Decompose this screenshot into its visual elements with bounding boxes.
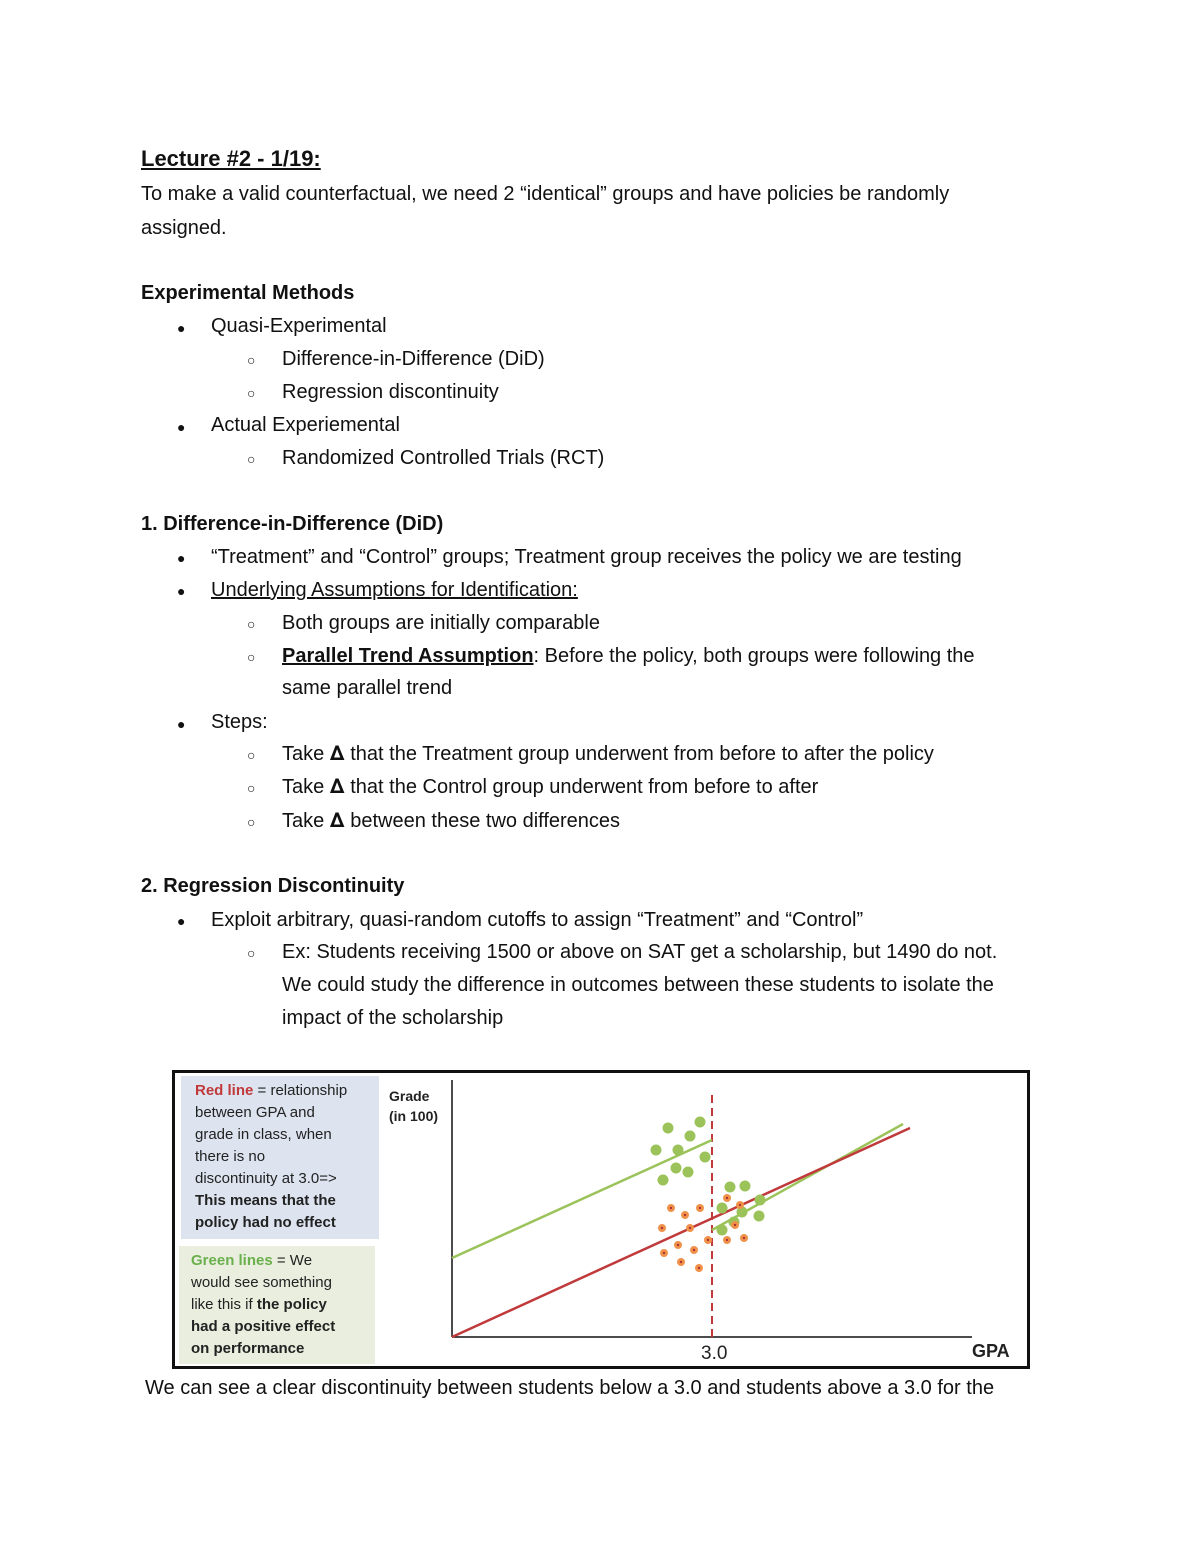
y-label-line: (in 100): [389, 1108, 439, 1124]
legend-text: on performance: [191, 1340, 305, 1357]
red-line: [452, 1128, 910, 1337]
orange-dot-center: [707, 1239, 709, 1241]
legend-text: like this if: [191, 1296, 257, 1313]
green-dot: [663, 1123, 674, 1134]
did-parallel-trend: [282, 645, 975, 668]
orange-dot-center: [670, 1207, 672, 1209]
circle-bullet-icon: ○: [247, 616, 256, 632]
green-line-legend: [179, 1246, 375, 1364]
intro-line-1: To make a valid counterfactual, we need 2 “identical” groups and have policies be randomly: [141, 183, 950, 205]
did-comparable: Both groups are initially comparable: [282, 612, 600, 634]
orange-dot-center: [726, 1197, 728, 1199]
circle-bullet-icon: ○: [247, 780, 256, 796]
rd-heading: 2. Regression Discontinuity: [141, 875, 405, 897]
parallel-trend-term: Parallel Trend Assumption: [282, 645, 534, 667]
orange-dot-center: [661, 1227, 663, 1229]
bullet-icon: ●: [177, 320, 186, 336]
method-quasi: Quasi-Experimental: [211, 315, 387, 337]
orange-dot-center: [677, 1244, 679, 1246]
circle-bullet-icon: ○: [247, 451, 256, 467]
rd-example-3: impact of the scholarship: [282, 1007, 504, 1029]
legend-text: policy had no effect: [195, 1214, 336, 1231]
y-axis-label: [389, 1086, 438, 1126]
circle-bullet-icon: ○: [247, 352, 256, 368]
green-dot: [740, 1181, 751, 1192]
orange-dot-center: [734, 1224, 736, 1226]
legend-text: = We: [276, 1252, 313, 1269]
circle-bullet-icon: ○: [247, 385, 256, 401]
intro-line-2: assigned.: [141, 217, 227, 239]
step-1: Take 𝚫 that the Treatment group underwent from before to after the policy: [282, 743, 934, 765]
y-label-line: Grade: [389, 1088, 430, 1104]
orange-dot-center: [699, 1207, 701, 1209]
rd-cutoffs: Exploit arbitrary, quasi-random cutoffs to assign “Treatment” and “Control”: [211, 909, 864, 931]
green-dot: [717, 1203, 728, 1214]
green-dot: [685, 1131, 696, 1142]
orange-dot-center: [698, 1267, 700, 1269]
did-groups: “Treatment” and “Control” groups; Treatment group receives the policy we are testing: [211, 546, 962, 568]
circle-bullet-icon: ○: [247, 747, 256, 763]
green-dot: [695, 1117, 706, 1128]
bullet-icon: ●: [177, 419, 186, 435]
orange-dot-center: [680, 1261, 682, 1263]
circle-bullet-icon: ○: [247, 814, 256, 830]
regression-discontinuity-figure: [172, 1070, 1030, 1369]
orange-dot-center: [684, 1214, 686, 1216]
did-assumptions: Underlying Assumptions for Identification:: [211, 579, 578, 601]
circle-bullet-icon: ○: [247, 649, 256, 665]
green-dot: [700, 1152, 711, 1163]
green-dot: [755, 1195, 766, 1206]
red-line-legend: [181, 1076, 379, 1239]
orange-dot-center: [739, 1204, 741, 1206]
figure-caption: We can see a clear discontinuity between students below a 3.0 and students above a 3.0 for the: [145, 1377, 995, 1399]
rd-example-1: Ex: Students receiving 1500 or above on SAT get a scholarship, but 1490 do not.: [282, 941, 998, 963]
legend-text: grade in class, when: [195, 1126, 332, 1143]
legend-text: between GPA and: [195, 1104, 315, 1121]
step-2: Take 𝚫 that the Control group underwent from before to after: [282, 776, 819, 798]
legend-text: = relationship: [257, 1082, 348, 1099]
green-dot: [754, 1211, 765, 1222]
orange-dot-center: [663, 1252, 665, 1254]
legend-text: the policy: [256, 1296, 327, 1313]
method-rct: Randomized Controlled Trials (RCT): [282, 447, 605, 469]
bullet-icon: ●: [177, 583, 186, 599]
methods-heading: Experimental Methods: [141, 282, 355, 304]
rd-example-2: We could study the difference in outcomes between these students to isolate the: [282, 974, 994, 996]
bullet-icon: ●: [177, 550, 186, 566]
red-line-label: Red line: [195, 1082, 254, 1099]
green-line-upper: [452, 1140, 712, 1258]
legend-text: there is no: [195, 1148, 266, 1165]
bullet-icon: ●: [177, 913, 186, 929]
green-dot: [658, 1175, 669, 1186]
green-dot: [683, 1167, 694, 1178]
green-lines-label: Green lines: [191, 1252, 273, 1269]
orange-dot-center: [743, 1237, 745, 1239]
orange-dot-center: [689, 1227, 691, 1229]
orange-dot-center: [693, 1249, 695, 1251]
did-steps: Steps:: [211, 711, 268, 733]
green-dot: [651, 1145, 662, 1156]
method-actual: Actual Experiemental: [211, 414, 400, 436]
legend-text: discontinuity at 3.0=>: [195, 1170, 337, 1187]
circle-bullet-icon: ○: [247, 945, 256, 961]
legend-text: would see something: [191, 1274, 332, 1291]
cutoff-label: 3.0: [701, 1343, 728, 1364]
green-dot: [673, 1145, 684, 1156]
step-3: Take 𝚫 between these two differences: [282, 810, 621, 832]
green-dot: [725, 1182, 736, 1193]
method-did: Difference-in-Difference (DiD): [282, 348, 545, 370]
legend-text: This means that the: [195, 1192, 336, 1209]
did-heading: 1. Difference-in-Difference (DiD): [141, 513, 444, 535]
parallel-trend-text: : Before the policy, both groups were following the: [533, 645, 975, 667]
orange-dot-center: [726, 1239, 728, 1241]
green-dot: [717, 1225, 728, 1236]
legend-text: had a positive effect: [191, 1318, 336, 1335]
did-parallel-trend-cont: same parallel trend: [282, 677, 453, 699]
lecture-heading: Lecture #2 - 1/19:: [141, 146, 321, 171]
method-rd: Regression discontinuity: [282, 381, 499, 403]
bullet-icon: ●: [177, 716, 186, 732]
x-axis-label: GPA: [972, 1341, 1010, 1361]
green-dot: [671, 1163, 682, 1174]
